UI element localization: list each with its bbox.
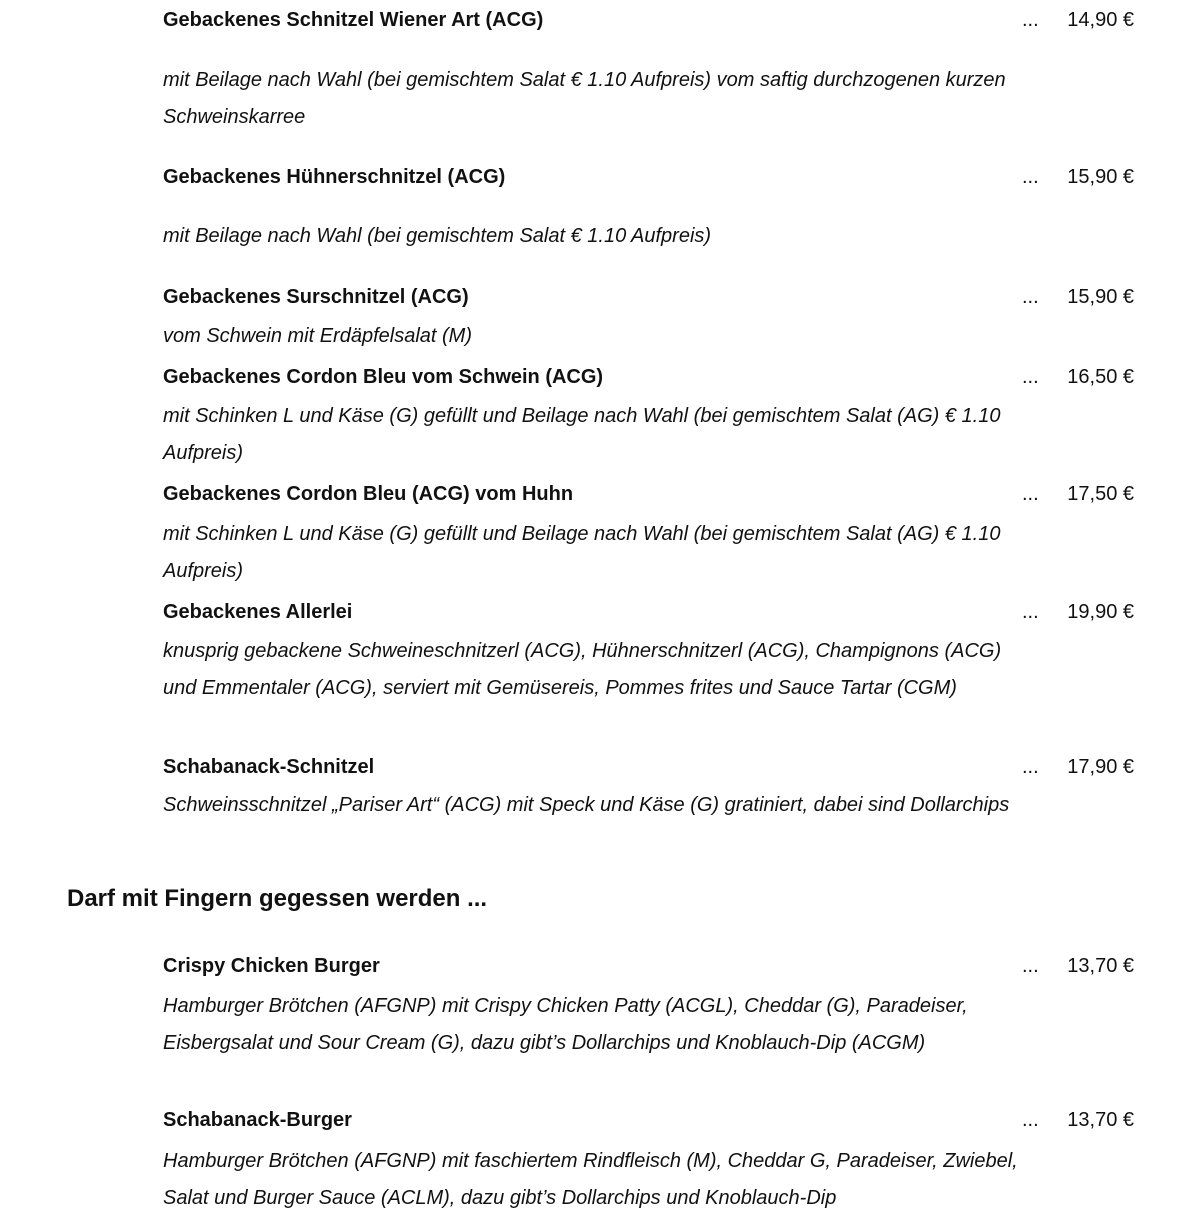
menu-item-name: Crispy Chicken Burger (163, 955, 380, 977)
menu-item-description: Hamburger Brötchen (AFGNP) mit faschiertem Rindfleisch (M), Cheddar G, Paradeiser, Zwiebel, Salat und Burger Sauce (ACLM), dazu gibt’s Dollarchips und Knoblauch-Dip (163, 1150, 1018, 1209)
menu-item-price: 17,90 € (1067, 756, 1134, 778)
menu-item-dots: ... (1022, 366, 1039, 388)
menu-item-description: vom Schwein mit Erdäpfelsalat (M) (163, 325, 472, 347)
menu-item-price: 15,90 € (1067, 286, 1134, 308)
menu-item-price: 13,70 € (1067, 1109, 1134, 1131)
menu-item-description: mit Schinken L und Käse (G) gefüllt und Beilage nach Wahl (bei gemischtem Salat (AG) € 1.10 Aufpreis) (163, 405, 1001, 464)
menu-item-dots: ... (1022, 483, 1039, 505)
menu-item-price: 17,50 € (1067, 483, 1134, 505)
menu-item-price: 14,90 € (1067, 9, 1134, 31)
menu-item-dots: ... (1022, 1109, 1039, 1131)
menu-item-name: Schabanack-Schnitzel (163, 756, 375, 778)
menu-item-name: Gebackenes Schnitzel Wiener Art (ACG) (163, 9, 544, 31)
menu-item-dots: ... (1022, 286, 1039, 308)
menu-item-price: 16,50 € (1067, 366, 1134, 388)
menu-item-dots: ... (1022, 166, 1039, 188)
menu-item-dots: ... (1022, 9, 1039, 31)
menu-item-name: Gebackenes Cordon Bleu (ACG) vom Huhn (163, 483, 574, 505)
menu-item-name: Gebackenes Hühnerschnitzel (ACG) (163, 166, 506, 188)
menu-item-description: mit Schinken L und Käse (G) gefüllt und Beilage nach Wahl (bei gemischtem Salat (AG) € 1.10 Aufpreis) (163, 523, 1001, 582)
menu-item-dots: ... (1022, 601, 1039, 623)
menu-item-price: 13,70 € (1067, 955, 1134, 977)
menu-item-name: Gebackenes Cordon Bleu vom Schwein (ACG) (163, 366, 604, 388)
menu-item-description: mit Beilage nach Wahl (bei gemischtem Salat € 1.10 Aufpreis) vom saftig durchzogenen kurzen Schweinskarree (163, 69, 1006, 128)
menu-item-price: 15,90 € (1067, 166, 1134, 188)
menu-item-description: Schweinsschnitzel „Pariser Art“ (ACG) mit Speck und Käse (G) gratiniert, dabei sind Dollarchips (163, 794, 1010, 816)
menu-item-description: knusprig gebackene Schweineschnitzerl (ACG), Hühnerschnitzerl (ACG), Champignons (ACG) und Emmentaler (ACG), serviert mit Gemüsereis, Pommes frites und Sauce Tartar (CGM) (163, 640, 1002, 699)
menu-item-dots: ... (1022, 756, 1039, 778)
menu-item-price: 19,90 € (1067, 601, 1134, 623)
section-heading: Darf mit Fingern gegessen werden ... (67, 885, 488, 912)
menu-item-name: Schabanack-Burger (163, 1109, 352, 1131)
menu-item-name: Gebackenes Allerlei (163, 601, 353, 623)
menu-item-dots: ... (1022, 955, 1039, 977)
menu-item-description: mit Beilage nach Wahl (bei gemischtem Salat € 1.10 Aufpreis) (163, 225, 712, 247)
menu-item-description: Hamburger Brötchen (AFGNP) mit Crispy Chicken Patty (ACGL), Cheddar (G), Paradeiser, Eisbergsalat und Sour Cream (G), dazu gibt’s Dollarchips und Knoblauch-Dip (ACGM) (163, 995, 968, 1054)
menu-item-name: Gebackenes Surschnitzel (ACG) (163, 286, 469, 308)
